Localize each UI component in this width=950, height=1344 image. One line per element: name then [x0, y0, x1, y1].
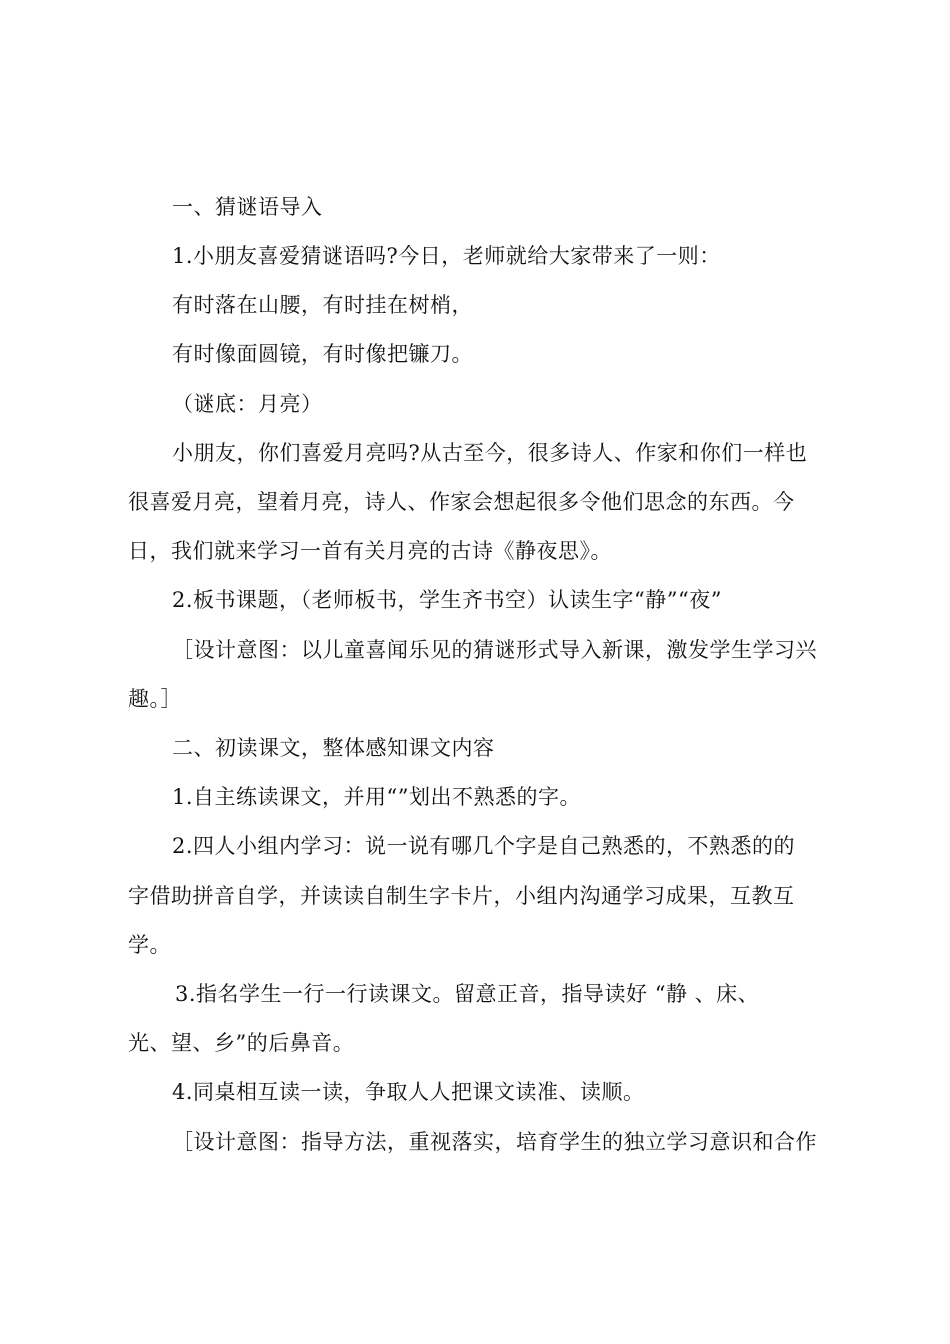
design-note-line: ［设计意图：指导方法，重视落实，培育学生的独立学习意识和合作	[172, 1130, 817, 1154]
paragraph-line: 2.板书课题，（老师板书，学生齐书空）认读生字“静”“夜”	[172, 588, 722, 612]
paragraph-line: 1.小朋友喜爱猜谜语吗?今日，老师就给大家带来了一则：	[172, 244, 721, 268]
riddle-line: 有时像面圆镜，有时像把镰刀。	[172, 342, 473, 366]
paragraph-line: 小朋友，你们喜爱月亮吗?从古至今，很多诗人、作家和你们一样也	[172, 441, 808, 465]
paragraph-line: 1.自主练读课文，并用“”划出不熟悉的字。	[172, 785, 582, 809]
section-heading-2: 二、初读课文，整体感知课文内容	[172, 736, 495, 760]
riddle-line: 有时落在山腰，有时挂在树梢，	[172, 293, 473, 317]
design-note-line: 趣。］	[128, 687, 182, 711]
riddle-answer: （谜底：月亮）	[172, 392, 323, 416]
paragraph-line: 光、望、乡”的后鼻音。	[128, 1031, 355, 1055]
paragraph-line: 3.指名学生一行一行读课文。留意正音，指导读好 “静 、床、	[175, 982, 760, 1006]
paragraph-line: 很喜爱月亮，望着月亮，诗人、作家会想起很多令他们思念的东西。今	[128, 490, 795, 514]
paragraph-line: 学。	[128, 933, 171, 957]
section-heading-1: 一、猜谜语导入	[172, 195, 323, 219]
paragraph-line: 字借助拼音自学，并读读自制生字卡片，小组内沟通学习成果，互教互	[128, 884, 795, 908]
paragraph-line: 2.四人小组内学习：说一说有哪几个字是自己熟悉的，不熟悉的的	[172, 834, 796, 858]
design-note-line: ［设计意图：以儿童喜闻乐见的猜谜形式导入新课，激发学生学习兴	[172, 638, 817, 662]
paragraph-line: 日，我们就来学习一首有关月亮的古诗《静夜思》。	[128, 539, 612, 563]
paragraph-line: 4.同桌相互读一读，争取人人把课文读准、读顺。	[172, 1080, 645, 1104]
